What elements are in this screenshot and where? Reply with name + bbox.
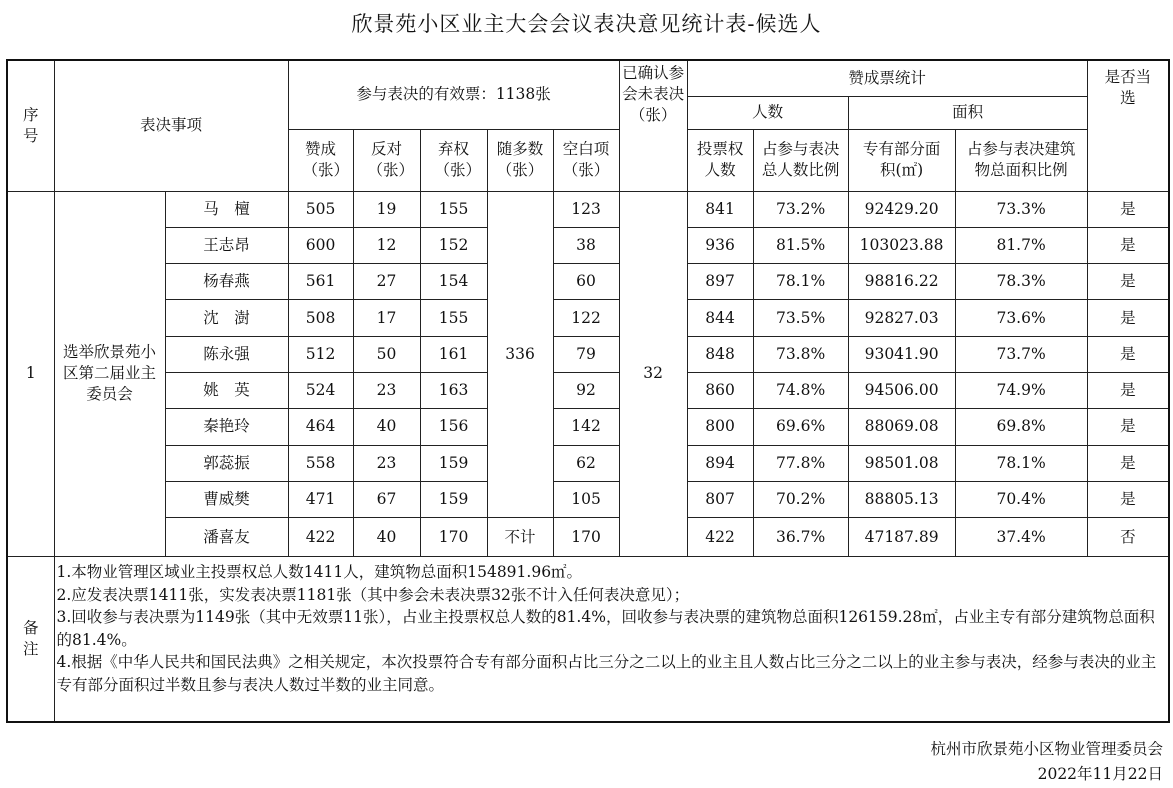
table-row <box>7 518 1169 557</box>
elected-status: 是 <box>1087 481 1169 517</box>
abstain-count: 155 <box>420 300 487 336</box>
table-row <box>7 445 1169 481</box>
area-ratio: 78.1% <box>955 445 1087 481</box>
candidate-name: 秦艳玲 <box>165 409 288 445</box>
candidate-name: 沈 澍 <box>165 300 288 336</box>
header-abstain: 弃权（张） <box>420 129 487 191</box>
own-area: 98816.22 <box>848 264 955 300</box>
blank-count: 60 <box>553 264 619 300</box>
header-voters: 投票权人数 <box>687 129 753 191</box>
no-count: 17 <box>353 300 420 336</box>
no-count: 27 <box>353 264 420 300</box>
follow-count: 336 <box>487 191 553 518</box>
blank-count: 142 <box>553 409 619 445</box>
abstain-count: 161 <box>420 336 487 372</box>
area-ratio: 37.4% <box>955 518 1087 557</box>
abstain-count: 163 <box>420 372 487 408</box>
table-row <box>7 300 1169 336</box>
notes-content <box>54 557 1169 722</box>
no-count: 12 <box>353 227 420 263</box>
table-row <box>7 191 1169 227</box>
header-seq: 序号 <box>7 60 54 191</box>
area-ratio: 74.9% <box>955 372 1087 408</box>
people-ratio: 77.8% <box>753 445 848 481</box>
yes-count: 471 <box>288 481 353 517</box>
voters-count: 807 <box>687 481 753 517</box>
candidate-name: 杨春燕 <box>165 264 288 300</box>
header-no: 反对（张） <box>353 129 420 191</box>
candidate-name: 陈永强 <box>165 336 288 372</box>
voters-count: 422 <box>687 518 753 557</box>
own-area: 98501.08 <box>848 445 955 481</box>
header-yes: 赞成（张） <box>288 129 353 191</box>
voters-count: 800 <box>687 409 753 445</box>
blank-count: 79 <box>553 336 619 372</box>
table-row <box>7 372 1169 408</box>
elected-status: 是 <box>1087 372 1169 408</box>
candidate-name: 潘喜友 <box>165 518 288 557</box>
header-valid-votes: 参与表决的有效票：1138张 <box>288 60 619 129</box>
header-area-ratio: 占参与表决建筑物总面积比例 <box>955 129 1087 191</box>
footer-organization: 杭州市欣景苑小区物业管理委员会 <box>930 740 1163 758</box>
own-area: 94506.00 <box>848 372 955 408</box>
people-ratio: 73.5% <box>753 300 848 336</box>
yes-count: 561 <box>288 264 353 300</box>
people-ratio: 81.5% <box>753 227 848 263</box>
yes-count: 508 <box>288 300 353 336</box>
abstain-count: 170 <box>420 518 487 557</box>
notes-label: 备注 <box>7 557 54 722</box>
elected-status: 是 <box>1087 445 1169 481</box>
own-area: 103023.88 <box>848 227 955 263</box>
yes-count: 505 <box>288 191 353 227</box>
candidate-name: 曹威樊 <box>165 481 288 517</box>
follow-count: 不计 <box>487 518 553 557</box>
area-ratio: 73.7% <box>955 336 1087 372</box>
note-item: 2.应发表决票1411张，实发表决票1181张（其中参会未表决票32张不计入任何表决意见）； <box>56 585 690 604</box>
people-ratio: 74.8% <box>753 372 848 408</box>
area-ratio: 78.3% <box>955 264 1087 300</box>
area-ratio: 70.4% <box>955 481 1087 517</box>
area-ratio: 73.6% <box>955 300 1087 336</box>
header-confirmed: 已确认参会未表决（张） <box>619 60 687 191</box>
own-area: 47187.89 <box>848 518 955 557</box>
abstain-count: 159 <box>420 481 487 517</box>
no-count: 23 <box>353 445 420 481</box>
no-count: 67 <box>353 481 420 517</box>
item-cell: 选举欣景苑小区第二届业主委员会 <box>54 191 165 557</box>
candidate-name: 姚 英 <box>165 372 288 408</box>
own-area: 93041.90 <box>848 336 955 372</box>
header-is-elected: 是否当选 <box>1087 60 1169 191</box>
table-row <box>7 481 1169 517</box>
header-follow: 随多数（张） <box>487 129 553 191</box>
elected-status: 是 <box>1087 191 1169 227</box>
people-ratio: 73.2% <box>753 191 848 227</box>
blank-count: 105 <box>553 481 619 517</box>
blank-count: 122 <box>553 300 619 336</box>
voters-count: 894 <box>687 445 753 481</box>
no-count: 40 <box>353 409 420 445</box>
confirmed-count: 32 <box>619 191 687 557</box>
abstain-count: 159 <box>420 445 487 481</box>
header-approve-stats: 赞成票统计 <box>687 60 1087 96</box>
people-ratio: 78.1% <box>753 264 848 300</box>
abstain-count: 152 <box>420 227 487 263</box>
yes-count: 558 <box>288 445 353 481</box>
abstain-count: 155 <box>420 191 487 227</box>
yes-count: 464 <box>288 409 353 445</box>
voters-count: 841 <box>687 191 753 227</box>
voters-count: 848 <box>687 336 753 372</box>
elected-status: 否 <box>1087 518 1169 557</box>
no-count: 23 <box>353 372 420 408</box>
yes-count: 512 <box>288 336 353 372</box>
header-people: 人数 <box>687 96 848 129</box>
abstain-count: 154 <box>420 264 487 300</box>
elected-status: 是 <box>1087 336 1169 372</box>
blank-count: 123 <box>553 191 619 227</box>
voters-count: 936 <box>687 227 753 263</box>
candidate-name: 王志昂 <box>165 227 288 263</box>
elected-status: 是 <box>1087 264 1169 300</box>
no-count: 19 <box>353 191 420 227</box>
own-area: 92827.03 <box>848 300 955 336</box>
document-title: 欣景苑小区业主大会会议表决意见统计表-候选人 <box>351 12 822 36</box>
abstain-count: 156 <box>420 409 487 445</box>
notes-row <box>7 557 1169 722</box>
area-ratio: 69.8% <box>955 409 1087 445</box>
own-area: 92429.20 <box>848 191 955 227</box>
no-count: 50 <box>353 336 420 372</box>
voters-count: 844 <box>687 300 753 336</box>
elected-status: 是 <box>1087 227 1169 263</box>
candidate-name: 马 檀 <box>165 191 288 227</box>
header-area: 面积 <box>848 96 1087 129</box>
candidate-name: 郭蕊振 <box>165 445 288 481</box>
voters-count: 860 <box>687 372 753 408</box>
people-ratio: 69.6% <box>753 409 848 445</box>
area-ratio: 73.3% <box>955 191 1087 227</box>
header-blank: 空白项（张） <box>553 129 619 191</box>
yes-count: 524 <box>288 372 353 408</box>
people-ratio: 36.7% <box>753 518 848 557</box>
header-own-area: 专有部分面积(㎡) <box>848 129 955 191</box>
elected-status: 是 <box>1087 409 1169 445</box>
table-row <box>7 409 1169 445</box>
table-row <box>7 264 1169 300</box>
own-area: 88069.08 <box>848 409 955 445</box>
table-row <box>7 227 1169 263</box>
header-people-ratio: 占参与表决总人数比例 <box>753 129 848 191</box>
note-item: 4.根据《中华人民共和国民法典》之相关规定，本次投票符合专有部分面积占比三分之二以上的业主且人数占比三分之二以上的业主参与表决，经参与表决的业主专有部分面积过半数且参与表决人数过半数的业主同意。 <box>56 653 1157 694</box>
yes-count: 422 <box>288 518 353 557</box>
people-ratio: 70.2% <box>753 481 848 517</box>
footer-date: 2022年11月22日 <box>1037 765 1163 783</box>
area-ratio: 81.7% <box>955 227 1087 263</box>
no-count: 40 <box>353 518 420 557</box>
header-item: 表决事项 <box>54 60 288 191</box>
note-item: 3.回收参与表决票为1149张（其中无效票11张），占业主投票权总人数的81.4%，回收参与表决票的建筑物总面积126159.28㎡，占业主专有部分建筑物总面积的81.4%。 <box>56 608 1155 649</box>
blank-count: 38 <box>553 227 619 263</box>
voters-count: 897 <box>687 264 753 300</box>
yes-count: 600 <box>288 227 353 263</box>
own-area: 88805.13 <box>848 481 955 517</box>
note-item: 1.本物业管理区域业主投票权总人数1411人，建筑物总面积154891.96㎡。 <box>56 563 583 582</box>
blank-count: 170 <box>553 518 619 557</box>
elected-status: 是 <box>1087 300 1169 336</box>
vote-statistics-table <box>6 59 1170 723</box>
people-ratio: 73.8% <box>753 336 848 372</box>
table-row <box>7 336 1169 372</box>
seq-cell: 1 <box>7 191 54 557</box>
blank-count: 62 <box>553 445 619 481</box>
blank-count: 92 <box>553 372 619 408</box>
